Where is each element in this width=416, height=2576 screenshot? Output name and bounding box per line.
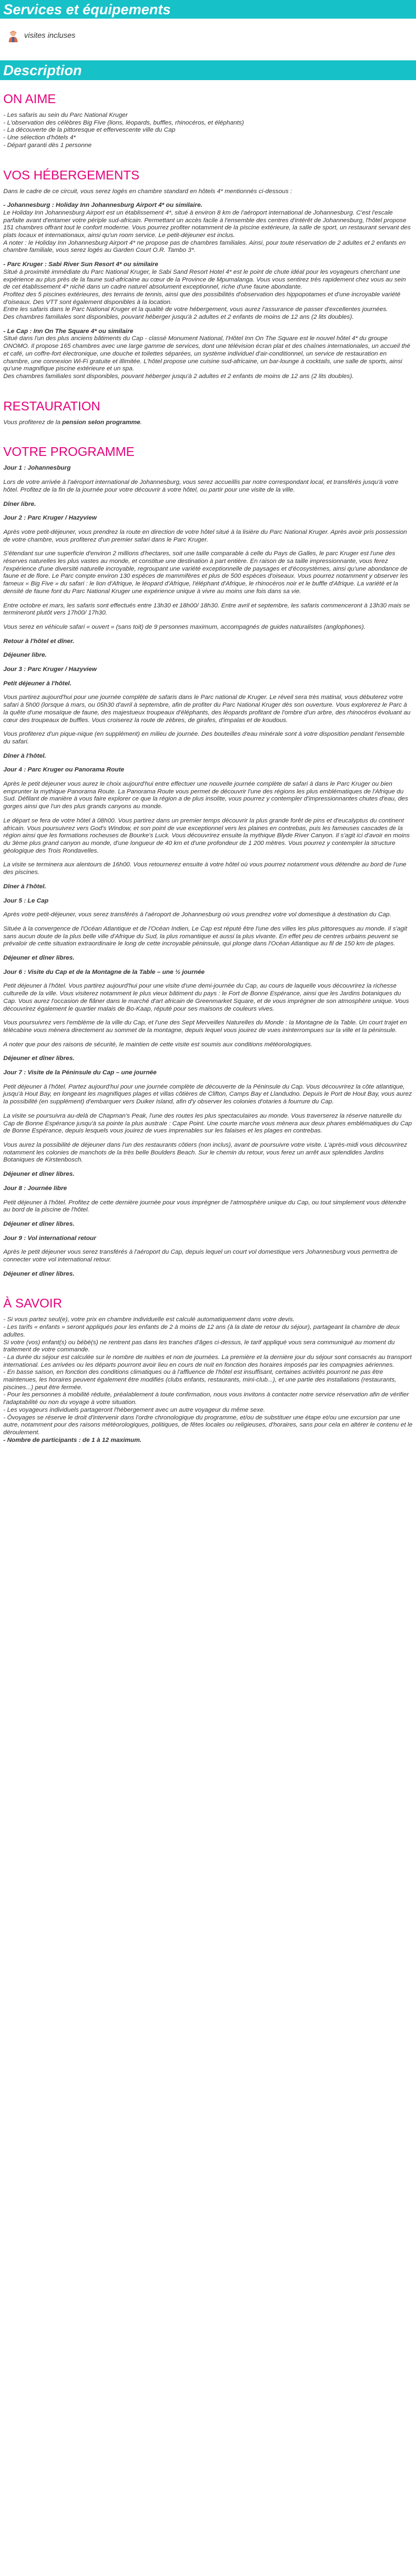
day-paragraph: Petit déjeuner à l'hôtel. Profitez de cette dernière journée pour vous imprégner de l'atmosphère unique du Cap, ou tout simplement vous détendre au bord de la piscine de l'hôtel. xyxy=(3,1199,406,1214)
day-title: Jour 5 : Le Cap xyxy=(3,897,49,904)
on-aime-list xyxy=(3,112,413,150)
list-item: - L'observation des célèbres Big Five (lions, léopards, buffles, rhinocéros, et éléphants) xyxy=(3,119,244,126)
day-paragraph: Vous serez en véhicule safari « ouvert » (sans toit) de 9 personnes maximum, accompagnés de guides naturalistes (anglophones). xyxy=(3,623,366,630)
day-paragraph: Située à la convergence de l'Océan Atlantique et de l'Océan Indien, Le Cap est réputé être l'une des villes les plus pittoresques au monde. Il s'agit sans aucun doute de la plus belle ville d'Afrique du Sud, la plus romantique et aussi la plus vivante. En effet peu de centres urbains peuvent se prévaloir de cette situation extraordinaire le long de cette incroyable péninsule, qui plonge dans l'Océan Atlantique au fil de 150 km de plages. xyxy=(3,925,407,948)
description-title: Description xyxy=(3,62,82,78)
day-meals: Retour à l'hôtel et dîner. xyxy=(3,638,75,645)
day-meals: Dîner à l'hôtel. xyxy=(3,883,47,890)
description-content xyxy=(0,91,416,1444)
day-title: Jour 2 : Parc Kruger / Hazyview xyxy=(3,515,97,522)
programme-heading: VOTRE PROGRAMME xyxy=(3,444,134,459)
list-item: - La découverte de la pittoresque et effervescente ville du Cap xyxy=(3,127,176,134)
restauration-text xyxy=(3,419,413,427)
day-paragraph: Petit déjeuner à l'hôtel. Partez aujourd'hui pour une journée complète de découverte de la Péninsule du Cap. Vous découvrirez la côte atlantique, jusqu'à Hout Bay, en longeant les magnifiques plages et villas côtières de Clifton, Camps Bay et Llandudno. Depuis le Port de Hout Bay, vous aurez la possibilité (en supplément) d'embarquer vers Duiker Island, afin d'y observer les colonies d'otaries à fourrure du Cap. xyxy=(3,1083,412,1106)
day-paragraph: Le départ se fera de votre hôtel à 08h00. Vous partirez dans un premier temps découvrir la plus grande forêt de pins et d'eucalyptus du continent africain. Vous poursuivrez vers God's Window, et son point de vue exceptionnel vers les plaines en contrebas, puis les fameuses cascades de la région ainsi que les formations rocheuses de Bourke's Luck. Vous découvrirez ensuite la mythique Blyde River Canyon. Il s'agit ici d'avoir en moins du 3ème plus grand canyon au monde, d'une longueur de 40 km et d'une profondeur de 1 200 mètres. Vous pourrez y contempler la structure géologique des Trois Rondavelles. xyxy=(3,817,410,854)
day-paragraph: S'étendant sur une superficie d'environ 2 millions d'hectares, soit une taille comparable à celle du Pays de Galles, le parc Kruger est l'une des réserves naturelles les plus vastes au monde, et constitue une destination à part entière. En raison de sa taille impressionnante, vous ferez l'expérience d'une diversité naturelle incroyable, regroupant une variété exceptionnelle de paysages et d'écosystèmes, ainsi qu'une abondance de faune et de flore. Le Parc compte environ 130 espèces de mammifères et plus de 500 espèces d'oiseaux. Vous pourrez notamment y observer les fameux « Big Five » du safari : le lion d'Afrique, le léopard d'Afrique, l'éléphant d'Afrique, le rhinocéros noir et le buffle d'Afrique. La variété et la densité de faune font du Parc National Kruger une expérience unique à vivre au moins une fois dans sa vie. xyxy=(3,550,408,595)
day-paragraph: Lors de votre arrivée à l'aéroport international de Johannesburg, vous serez accueillis par notre correspondant local, et transférés jusqu'à votre hôtel. Profitez de la fin de la journée pour votre découvrir à votre hôtel, ou partir pour une visite de la ville. xyxy=(3,479,398,493)
list-item: - Départ garanti dès 1 personne xyxy=(3,142,92,149)
a-savoir-heading: À SAVOIR xyxy=(3,1296,62,1311)
day-paragraph: Petit déjeuner à l'hôtel. Vous partirez aujourd'hui pour une visite d'une demi-journée du Cap, au cours de laquelle vous découvrirez la richesse culturelle de la ville. Vous visiterez notamment le plus vieux bâtiment du pays : le Fort de Bonne Espérance, ainsi que les Jardins botaniques du Cap. Vous aurez l'occasion de flâner dans le marché d'art africain de Greenmarket Square, et de vous imprégner de son atmosphère unique. Vous découvrirez également le quartier malais de Bo-Kaap, réputé pour ses maisons de couleurs vives. xyxy=(3,983,409,1012)
day-title: Jour 9 : Vol international retour xyxy=(3,1235,97,1242)
hotel-title: - Parc Kruger : Sabi River Sun Resort 4* ou similaire xyxy=(3,261,159,268)
hotel-description: Des chambres familiales sont disponibles, pouvant héberger jusqu'à 2 adultes et 2 enfants de moins de 12 ans (2 lits doubles). xyxy=(3,314,354,321)
hotel-title: - Le Cap : Inn On The Square 4* ou similaire xyxy=(3,328,133,335)
services-title: Services et équipements xyxy=(3,1,171,18)
on-aime-heading: ON AIME xyxy=(3,92,56,106)
day-paragraph: Après le petit déjeuner vous serez transférés à l'aéroport du Cap, depuis lequel un court vol domestique vers Johannesburg vous permettra de connecter votre vol international retour. xyxy=(3,1249,398,1264)
list-item: - Ôvoyages se réserve le droit d'intervenir dans l'ordre chronologique du programme, et/ou de substituer une étape et/ou une excursion par une autre, notamment pour des raisons météorologiques, politiques, de fêtes locales ou religieuses, d'horaires, sans pour cela en altérer le contenu et le déroulement. xyxy=(3,1414,413,1436)
day-meals: Déjeuner et dîner libres. xyxy=(3,1270,75,1277)
day-title: Jour 1 : Johannesburg xyxy=(3,465,71,472)
list-item: Si votre (vos) enfant(s) ou bébé(s) ne rentrent pas dans les tranches d'âges ci-dessus, le tarif appliqué vous sera communiqué au moment du traitement de votre commande. xyxy=(3,1339,395,1354)
restauration-heading: RESTAURATION xyxy=(3,398,100,413)
list-item: - La durée du séjour est calculée sur le nombre de nuitées et non de journées. La première et la dernière jour du séjour sont consacrés au transport international. Les arrivées ou les départs pourront avoir lieu en cours de nuit en fonction des horaires imposés par les compagnies aériennes. xyxy=(3,1354,412,1368)
hotel-cap xyxy=(3,328,413,381)
day-paragraph: Vous profiterez d'un pique-nique (en supplément) en milieu de journée. Des bouteilles d'eau minérale sont à votre disposition pendant l'ensemble du safari. xyxy=(3,731,405,745)
hotel-description: Situé à proximité immédiate du Parc National Kruger, le Sabi Sand Resort Hotel 4* est le point de chute idéal pour les voyageurs cherchant une expérience au plus près de la faune sud-africaine au cœur de la Province de Mpumalanga. Vous vous sentirez très rapidement chez vous au sein de cet établissement 4* niché dans un cadre naturel absolument exceptionnel, riche d'une faune abondante. xyxy=(3,268,406,291)
hotel-johannesburg xyxy=(3,202,413,255)
day-paragraph: La visite se poursuivra au-delà de Chapman's Peak, l'une des routes les plus spectaculaires au monde. Vous traverserez la réserve naturelle du Cap de Bonne Espérance jusqu'à sa pointe la plus australe : Cape Point. Une courte marche vous mènera aux deux phares emblématiques du Cap de Bonne Espérance, depuis lesquels vous jouirez de vues imprenables sur les falaises et les plages en contrebas. xyxy=(3,1112,412,1135)
list-item: - Les voyageurs individuels partageront l'hébergement avec un autre voyageur du même sexe. xyxy=(3,1406,266,1413)
hotel-title: - Johannesburg : Holiday Inn Johannesburg Airport 4* ou similaire. xyxy=(3,202,203,209)
day-paragraph: A noter que pour des raisons de sécurité, le maintien de cette visite est soumis aux conditions météorologiques. xyxy=(3,1041,313,1048)
hotel-description: Entre les safaris dans le Parc National Kruger et la qualité de votre hébergement, vous aurez l'assurance de passer d'excellentes journées. xyxy=(3,306,388,313)
visits-included-label: visites incluses xyxy=(24,31,76,40)
day-meals: Dîner libre. xyxy=(3,500,36,508)
day-meals: Dîner à l'hôtel. xyxy=(3,752,47,759)
day-meals: Déjeuner et dîner libres. xyxy=(3,1220,75,1227)
day-paragraph: Entre octobre et mars, les safaris sont effectués entre 13h30 et 18h00/ 18h30. Entre avril et septembre, les safaris commenceront à 13h30 mais se termineront plutôt vers 17h00/ 17h30. xyxy=(3,602,410,617)
day-paragraph: Vous poursuivrez vers l'emblème de la ville du Cap, et l'une des Sept Merveilles Naturelles du Monde : la Montagne de la Table. Un court trajet en télécabine vous mènera directement au sommet de la montagne, depuis lequel vous jouirez de vues ininterrompues sur la ville et la péninsule. xyxy=(3,1019,407,1034)
day-meals: Déjeuner libre. xyxy=(3,652,47,659)
a-savoir-list xyxy=(3,1316,413,1444)
day-title: Jour 4 : Parc Kruger ou Panorama Route xyxy=(3,766,125,774)
hebergements-intro: Dans le cadre de ce circuit, vous serez logés en chambre standard en hôtels 4* mentionnés ci-dessous : xyxy=(3,188,293,195)
hotel-description: Le Holiday Inn Johannesburg Airport est un établissement 4*, situé à environ 8 km de l'aéroport international de Johannesburg. C'est l'escale parfaite avant d'entamer votre périple sud-africain. Permettant un accès facile à l'ensemble des centres d'intérêt de Johannesburg, l'hôtel propose 151 chambres offrant tout le confort moderne. Vous pourrez profiter notamment de la piscine extérieure, la salle de sport, un restaurant servant des plats locaux et internationaux, ainsi qu'un room service. Le petit-déjeuner est inclus. xyxy=(3,209,411,239)
restauration-prefix: Vous profiterez de la xyxy=(3,419,63,426)
hotel-description: Des chambres familiales sont disponibles, pouvant héberger jusqu'à 2 adultes et 2 enfants de moins de 12 ans (2 lits doubles). xyxy=(3,373,354,380)
list-item: - Les safaris au sein du Parc National Kruger xyxy=(3,112,128,119)
list-item: - Une sélection d'hôtels 4* xyxy=(3,134,76,142)
hebergements-heading: VOS HÉBERGEMENTS xyxy=(3,167,139,182)
day-title: Jour 7 : Visite de la Péninsule du Cap – une journée xyxy=(3,1069,157,1076)
list-item: - Les tarifs « enfants » seront appliqués pour les enfants de 2 à moins de 12 ans (à la date de retour du séjour), partageant la chambre de deux adultes. xyxy=(3,1324,400,1338)
list-item: - Si vous partez seul(e), votre prix en chambre individuelle est calculé automatiquement dans votre devis. xyxy=(3,1316,295,1323)
day-title: Jour 6 : Visite du Cap et de la Montagne de la Table – une ½ journée xyxy=(3,968,205,976)
day-meals: Déjeuner et dîner libres. xyxy=(3,955,75,962)
list-item: - En basse saison, en fonction des conditions climatiques ou à l'affluence de l'hôtel est insuffisant, certaines activités pourront ne pas être maintenues, les horaires peuvent également être modifiés (clubs enfants, restaurants, mini-club...), et une partie des installations (restaurants, piscines...) peut être fermée. xyxy=(3,1369,397,1391)
tour-guide-icon xyxy=(7,29,20,42)
list-item: - Pour les personnes à mobilité réduite, préalablement à toute confirmation, nous vous invitons à contacter notre service réservation afin de vérifier l'adaptabilité ou non du voyage à votre situation. xyxy=(3,1391,409,1406)
hotel-description: Profitez des 5 piscines extérieures, des terrains de tennis, ainsi que des possibilités d'observation des hippopotames et d'une incroyable variété d'oiseaux. Des VTT sont également disponibles à la location. xyxy=(3,291,401,306)
day-paragraph: Après votre petit-déjeuner, vous prendrez la route en direction de votre hôtel situé à la lisière du Parc National Kruger. Après avoir pris possession de votre chambre, vous profiterez d'un premier safari dans le Parc Kruger. xyxy=(3,528,407,543)
day-title: Jour 8 : Journée libre xyxy=(3,1185,67,1192)
day-meals: Déjeuner et dîner libres. xyxy=(3,1171,75,1178)
day-paragraph: Vous partirez aujourd'hui pour une journée complète de safaris dans le Parc national de Kruger. Le réveil sera très matinal, vous débuterez votre safari à 5h00 (lorsque à mars, ou 05h30 d'avril à septembre, afin de profiter du Parc National Kruger dès son ouverture. Vous explorerez le Parc à la quête d'une mosaïque de faune, des majestueux troupeaux d'éléphants, des léopards profitant de l'ombre d'un arbre, des rhinocéros évoluant au cœur des troupeaux de buffles. Vous croiserez la route de zèbres, de girafes, d'impalas et de koudous. xyxy=(3,694,411,724)
day-paragraph: Vous aurez la possibilité de déjeuner dans l'un des restaurants côtiers (non inclus), avant de poursuivre votre visite. L'après-midi vous découvrirez notamment les colonies de manchots de la très belle Boulders Beach. Sur le chemin du retour, vous ferez un arrêt aux splendides Jardins Botaniques de Kirstenbosch. xyxy=(3,1141,407,1164)
day-paragraph: Après votre petit-déjeuner, vous serez transférés à l'aéroport de Johannesburg où vous prendrez votre vol domestique à destination du Cap. xyxy=(3,911,391,918)
services-banner xyxy=(0,0,416,19)
day-title: Jour 3 : Parc Kruger / Hazyview xyxy=(3,666,97,673)
restauration-suffix: . xyxy=(140,419,142,426)
participants-count: - Nombre de participants : de 1 à 12 maximum. xyxy=(3,1436,142,1444)
programme-days xyxy=(3,465,413,1278)
hotel-note: A noter : le Holiday Inn Johannesburg Airport 4* ne propose pas de chambres familiales. Ainsi, pour toute réservation de 2 adultes et 2 enfants en chambre familiale, vous serez logés au Garden Court O.R. Tambo 3*. xyxy=(3,239,406,254)
restauration-pension: pension selon programme xyxy=(62,419,140,426)
day-paragraph: Après le petit déjeuner vous aurez le choix aujourd'hui entre effectuer une nouvelle journée complète de safari à dans le Parc Kruger ou bien emprunter la mythique Panorama Route. La Panorama Route vous permet de découvrir l'une des régions les plus emblématiques de l'Afrique du Sud. Défilant de manière à vous faire explorer ce que la région a de plus insolite, vous pourrez y contempler d'impressionnantes chutes d'eau, des gorges ainsi que l'un des plus grands canyons au monde. xyxy=(3,781,408,810)
description-banner xyxy=(0,60,416,80)
day-paragraph: La visite se terminera aux alentours de 16h00. Vous retournerez ensuite à votre hôtel où vous pourrez notamment vous détendre au bord de l'une des piscines. xyxy=(3,861,407,876)
day-meals: Petit déjeuner à l'hôtel. xyxy=(3,680,72,687)
services-row xyxy=(0,19,416,53)
day-meals: Déjeuner et dîner libres. xyxy=(3,1055,75,1062)
hotel-description: Situé dans l'un des plus anciens bâtiments du Cap - classé Monument National, l'Hôtel Inn On The Square est le nouvel hôtel 4* du groupe ONOMO. Il propose 165 chambres avec une large gamme de services, dont une télévision écran plat et des chaînes internationales, un accueil thé et café, un coffre-fort électronique, une douche et toilettes séparées, un système individuel d'air-conditionnel, un service de restauration en chambre, une connexion Wi-Fi gratuite et illimitée. L'hôtel propose une cuisine sud-africaine, un bar-lounge à cocktails, une salle de sports, ainsi qu'une magnifique piscine extérieure et un spa. xyxy=(3,335,411,373)
hotel-kruger xyxy=(3,261,413,322)
